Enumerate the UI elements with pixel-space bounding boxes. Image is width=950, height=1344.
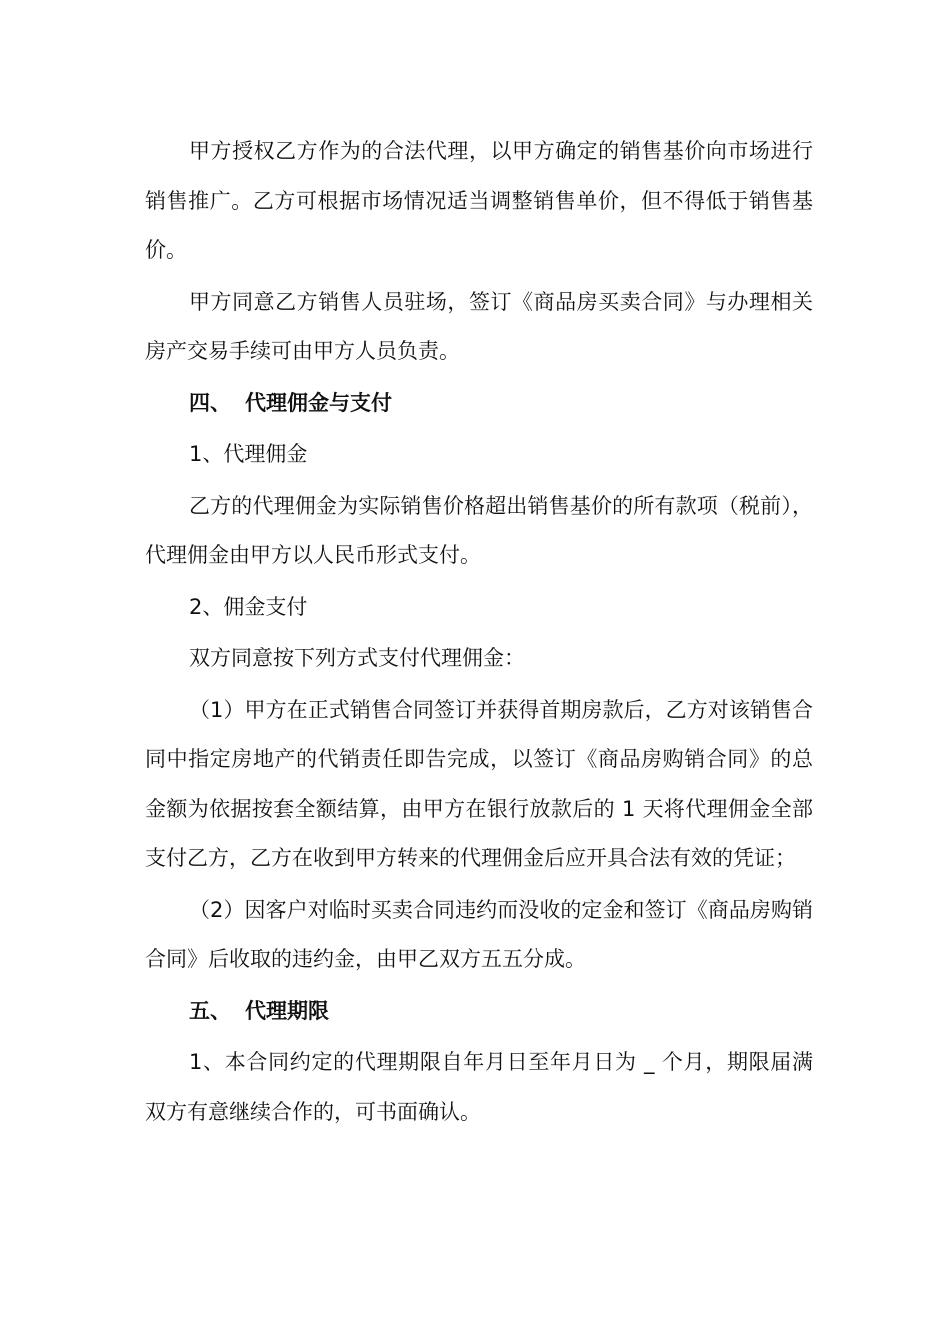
heading-section-4 xyxy=(145,379,813,429)
subheading-commission-payment: 2、佣金支付 xyxy=(189,594,308,619)
heading-section-5-title: 代理期限 xyxy=(245,998,329,1023)
paragraph-agency-term: 1、本合同约定的代理期限自年月日至年月日为 _ 个月，期限届满双方有意继续合作的，可书面确认。 xyxy=(145,1050,813,1124)
heading-section-4-number: 四、 xyxy=(189,390,231,415)
paragraph-authorization: 甲方授权乙方作为的合法代理，以甲方确定的销售基价向市场进行销售推广。乙方可根据市场情况适当调整销售单价，但不得低于销售基价。 xyxy=(145,139,813,262)
subheading-commission: 1、代理佣金 xyxy=(189,442,308,466)
paragraph-payment-intro: 双方同意按下列方式支付代理佣金： xyxy=(189,646,525,670)
paragraph-payment-item-1: （1）甲方在正式销售合同签订并获得首期房款后，乙方对该销售合同中指定房地产的代销责任即告完成，以签订《商品房购销合同》的总金额为依据按套全额结算，由甲方在银行放款后的 1 天将代理佣金全部支付乙方，乙方在收到甲方转来的代理佣金后应开具合法有效的凭证； xyxy=(145,697,813,870)
paragraph-sales-staff: 甲方同意乙方销售人员驻场，签订《商品房买卖合同》与办理相关房产交易手续可由甲方人员负责。 xyxy=(145,289,813,363)
paragraph-commission-definition: 乙方的代理佣金为实际销售价格超出销售基价的所有款项（税前），代理佣金由甲方以人民币形式支付。 xyxy=(145,493,813,567)
heading-section-5 xyxy=(145,987,813,1037)
heading-section-4-title: 代理佣金与支付 xyxy=(245,390,392,415)
paragraph-payment-item-2: （2）因客户对临时买卖合同违约而没收的定金和签订《商品房购销合同》后收取的违约金，由甲乙双方五五分成。 xyxy=(145,897,813,971)
heading-section-5-number: 五、 xyxy=(189,998,231,1023)
document-body xyxy=(145,127,813,1139)
